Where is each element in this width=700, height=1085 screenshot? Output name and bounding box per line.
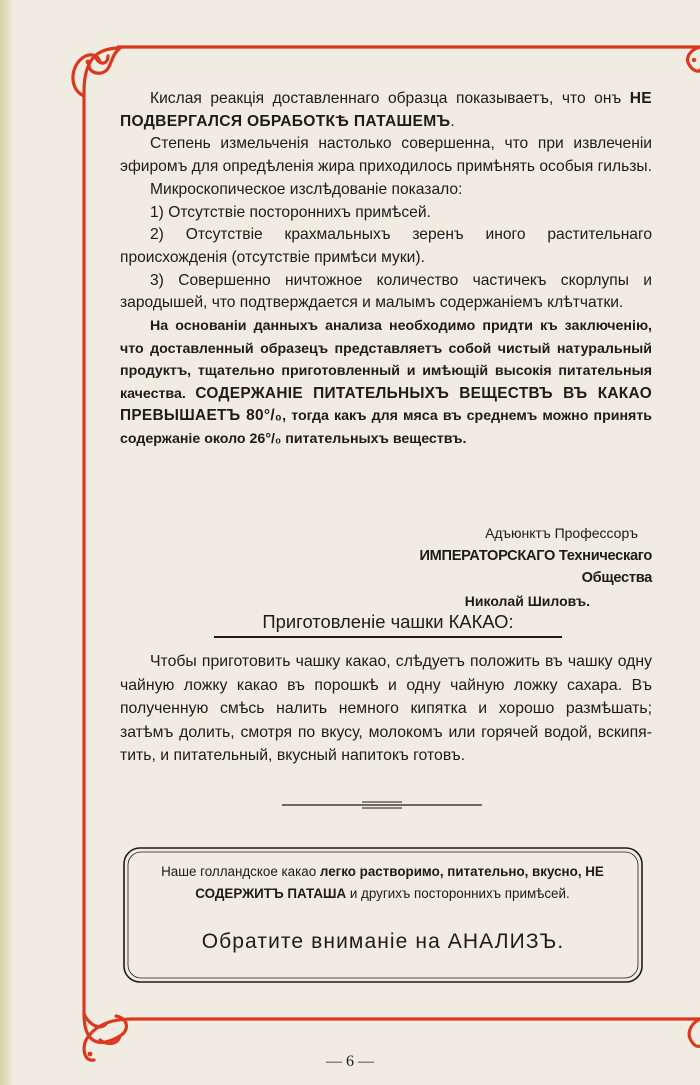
notice-text — [140, 861, 625, 906]
reaction-paragraph — [120, 88, 652, 133]
recipe-section — [120, 650, 652, 768]
conclusion-paragraph — [120, 315, 652, 451]
no-potash-emphasis: НЕ ПОДВЕРГАЛСЯ ОБРАБОТКѢ ПАТАШЕМЪ — [120, 90, 652, 130]
section-divider — [282, 802, 482, 808]
notice-text-end: и другихъ постороннихъ примѣсей. — [346, 886, 570, 902]
conclusion-text: На основаніи данныхъ анализа необходимо придти къ заключенію, что доставленный образецъ представляетъ собой чистый натуральный продуктъ, тщательно приготовленный и имѣющій высокія питательныя качества. — [120, 318, 652, 402]
grinding-paragraph: Степень измельченія настолько совершенна, что при извлеченіи эфиромъ для опредѣленія жира приходилось примѣнять особыя гильзы. — [120, 135, 652, 176]
frame-ornament-dot — [86, 60, 91, 65]
recipe-paragraph: Чтобы приготовить чашку какао, слѣдуетъ положить въ чашку одну чайную ложку какао въ порошкѣ и одну чайную ложку сахара. Въ полученную смѣсь налить немного кипятка и хорошо размѣшать; затѣмъ долить, смотря по вкусу, молокомъ или горячей водой, вскипятить, и питательный, вкусный напитокъ готовъ. — [120, 653, 652, 765]
finding-item-3: 3) Совершенно ничтожное количество частичекъ скорлупы и зародышей, что подтверждается и малымъ содержаніемъ клѣтчатки. — [120, 271, 652, 312]
notice-text-start: Наше голландское какао — [161, 864, 320, 879]
reaction-period: . — [450, 112, 455, 130]
frame-bottom-right-flourish — [689, 1019, 700, 1046]
signature-title: Адъюнктъ Профессоръ — [485, 525, 638, 541]
frame-ornament-dot — [692, 58, 696, 62]
reaction-text: Кислая реакція доставленнаго образца показываетъ, что онъ — [150, 90, 630, 107]
signature-block — [352, 522, 652, 612]
finding-item-2: 2) Отсутствіе крахмальныхъ зеренъ иного растительнаго происхожденія (отсутствіе примѣси муки). — [120, 226, 652, 266]
analysis-section — [120, 88, 652, 451]
frame-top-left-flourish — [73, 48, 120, 96]
notice-emphasis: легко растворимо, питательно, вкусно, НЕ СОДЕРЖИТЪ ПАТАША — [195, 864, 604, 902]
microscopy-intro: Микроскопическое изслѣдованіе показало: — [150, 180, 463, 198]
nutrient-content-emphasis: СОДЕРЖАНІЕ ПИТАТЕЛЬНЫХЪ ВЕЩЕСТВЪ ВЪ КАКАО ПРЕВЫШАЕТЪ 80°/₀ — [120, 384, 652, 425]
signature-name: Николай Шиловъ. — [464, 592, 590, 609]
finding-item-1: 1) Отсутствіе постороннихъ примѣсей. — [150, 203, 431, 221]
page-number: — 6 — — [326, 1053, 374, 1070]
recipe-heading: Приготовленіе чашки КАКАО: — [214, 609, 562, 638]
signature-society: ИМПЕРАТОРСКАГО Техническаго Общества — [419, 547, 652, 587]
conclusion-ending: , тогда какъ для мяса въ среднемъ можно принять содержаніе около 26°/₀ питательныхъ веществъ. — [120, 408, 653, 447]
analysis-callout: Обратите вниманіе на АНАЛИЗЪ. — [201, 930, 565, 953]
